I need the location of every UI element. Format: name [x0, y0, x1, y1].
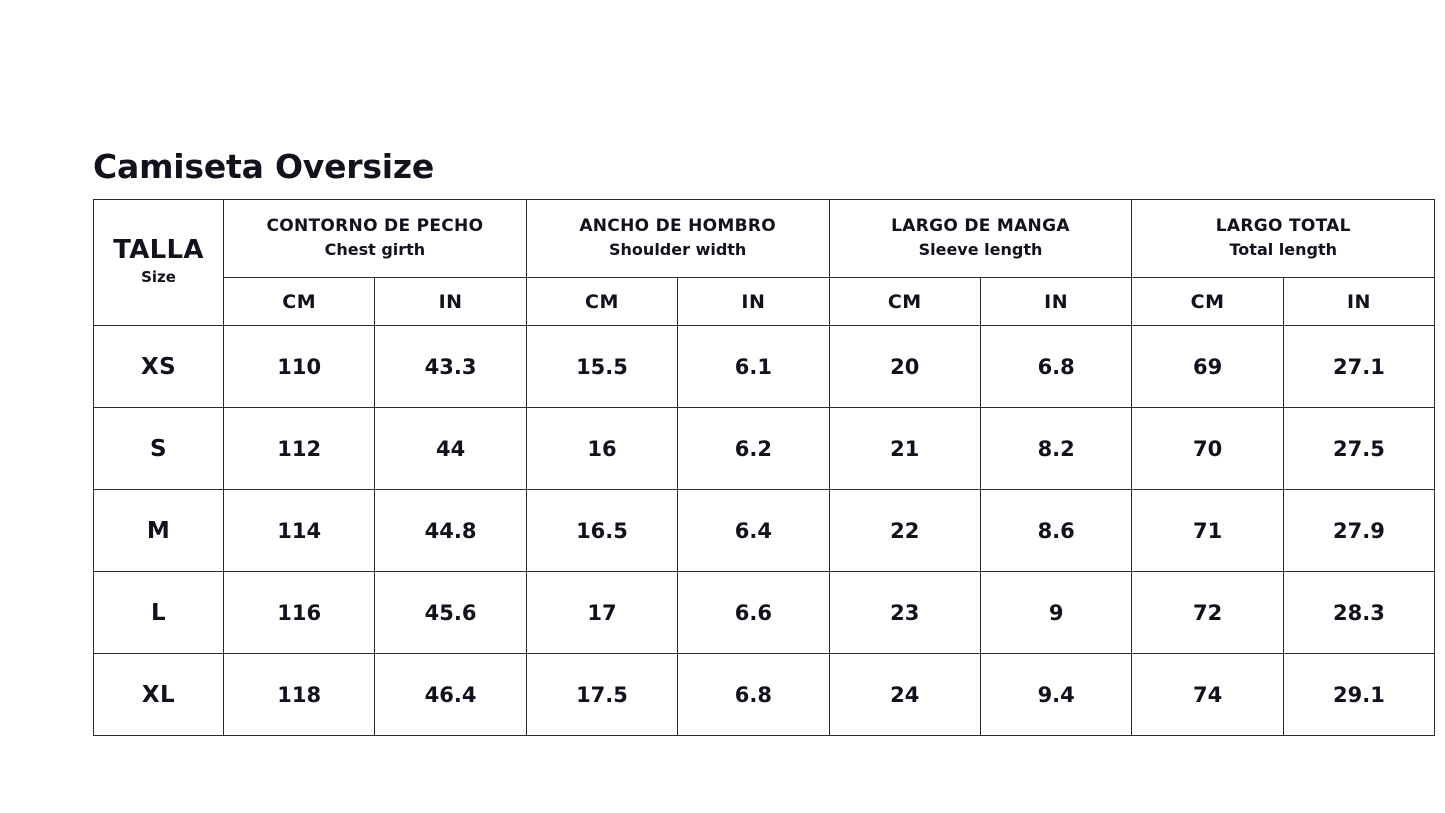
cell-value: 44.8	[375, 490, 526, 572]
header-group-shoulder-en: Shoulder width	[609, 239, 747, 259]
size-table-container	[93, 199, 1385, 736]
row-size-label: S	[94, 408, 224, 490]
header-unit-chest-cm: CM	[224, 278, 375, 326]
cell-value: 112	[224, 408, 375, 490]
cell-value: 24	[829, 654, 980, 736]
cell-value: 43.3	[375, 326, 526, 408]
header-unit-chest-in: IN	[375, 278, 526, 326]
cell-value: 16.5	[526, 490, 677, 572]
cell-value: 23	[829, 572, 980, 654]
cell-value: 17	[526, 572, 677, 654]
cell-value: 16	[526, 408, 677, 490]
cell-value: 20	[829, 326, 980, 408]
page-title: Camiseta Oversize	[93, 147, 435, 186]
table-row	[94, 572, 1435, 654]
cell-value: 44	[375, 408, 526, 490]
header-group-shoulder	[526, 200, 829, 278]
cell-value: 17.5	[526, 654, 677, 736]
cell-value: 110	[224, 326, 375, 408]
header-unit-total-cm: CM	[1132, 278, 1283, 326]
row-size-label: M	[94, 490, 224, 572]
cell-value: 74	[1132, 654, 1283, 736]
table-row	[94, 654, 1435, 736]
row-size-label: XS	[94, 326, 224, 408]
cell-value: 118	[224, 654, 375, 736]
cell-value: 45.6	[375, 572, 526, 654]
header-group-shoulder-es: ANCHO DE HOMBRO	[579, 216, 777, 237]
cell-value: 27.5	[1283, 408, 1434, 490]
cell-value: 22	[829, 490, 980, 572]
cell-value: 6.8	[980, 326, 1131, 408]
row-size-label: XL	[94, 654, 224, 736]
cell-value: 28.3	[1283, 572, 1434, 654]
cell-value: 6.8	[678, 654, 829, 736]
cell-value: 21	[829, 408, 980, 490]
cell-value: 72	[1132, 572, 1283, 654]
cell-value: 6.2	[678, 408, 829, 490]
cell-value: 29.1	[1283, 654, 1434, 736]
cell-value: 8.6	[980, 490, 1131, 572]
header-group-sleeve-es: LARGO DE MANGA	[891, 216, 1070, 237]
header-unit-sleeve-in: IN	[980, 278, 1131, 326]
row-size-label: L	[94, 572, 224, 654]
cell-value: 71	[1132, 490, 1283, 572]
header-group-chest-en: Chest girth	[324, 239, 426, 259]
cell-value: 114	[224, 490, 375, 572]
header-size-es: TALLA	[113, 234, 204, 265]
header-group-chest-es: CONTORNO DE PECHO	[266, 216, 484, 237]
cell-value: 6.6	[678, 572, 829, 654]
header-unit-total-in: IN	[1283, 278, 1434, 326]
cell-value: 116	[224, 572, 375, 654]
table-header-row-units	[94, 278, 1435, 326]
header-unit-sleeve-cm: CM	[829, 278, 980, 326]
header-group-total-en: Total length	[1229, 239, 1338, 259]
cell-value: 8.2	[980, 408, 1131, 490]
cell-value: 27.1	[1283, 326, 1434, 408]
cell-value: 15.5	[526, 326, 677, 408]
header-unit-shoulder-in: IN	[678, 278, 829, 326]
table-head	[94, 200, 1435, 326]
header-size	[94, 200, 224, 326]
cell-value: 27.9	[1283, 490, 1434, 572]
size-table	[93, 199, 1435, 736]
header-unit-shoulder-cm: CM	[526, 278, 677, 326]
cell-value: 46.4	[375, 654, 526, 736]
cell-value: 6.4	[678, 490, 829, 572]
cell-value: 9	[980, 572, 1131, 654]
cell-value: 9.4	[980, 654, 1131, 736]
header-group-total-es: LARGO TOTAL	[1215, 216, 1351, 237]
table-row	[94, 408, 1435, 490]
table-header-row-groups	[94, 200, 1435, 278]
header-group-sleeve-en: Sleeve length	[918, 239, 1043, 259]
cell-value: 6.1	[678, 326, 829, 408]
cell-value: 70	[1132, 408, 1283, 490]
header-group-total	[1132, 200, 1435, 278]
cell-value: 69	[1132, 326, 1283, 408]
header-group-sleeve	[829, 200, 1132, 278]
table-row	[94, 326, 1435, 408]
table-row	[94, 490, 1435, 572]
header-size-en: Size	[141, 268, 176, 287]
header-group-chest	[224, 200, 527, 278]
table-body	[94, 326, 1435, 736]
